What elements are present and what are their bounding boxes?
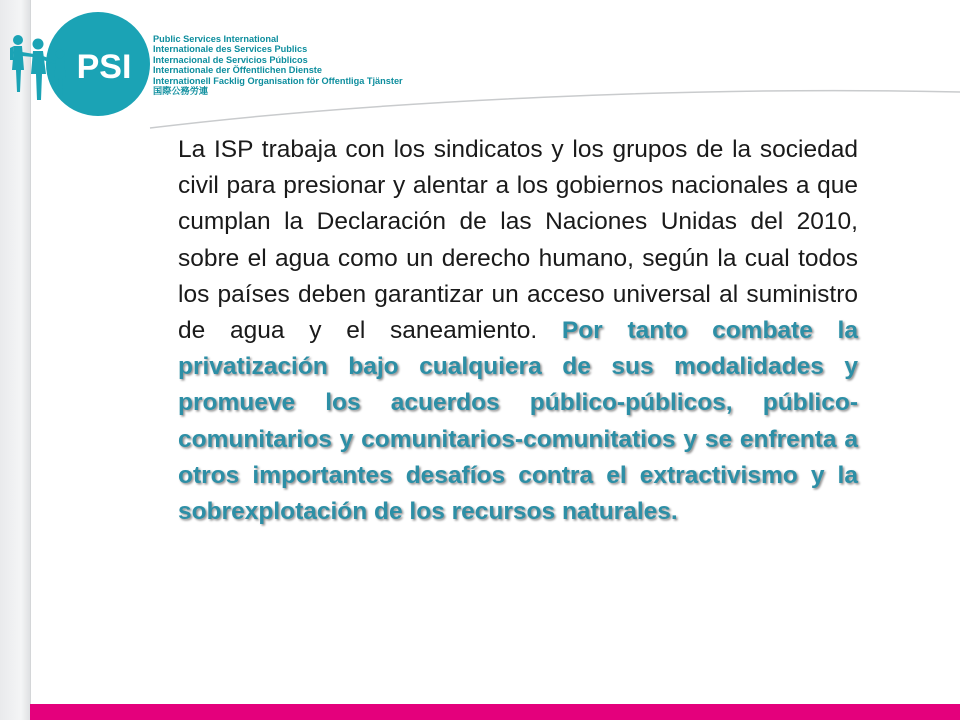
org-name-de: Internationale der Öffentlichen Dienste bbox=[153, 65, 322, 76]
org-name-sv: Internationell Facklig Organisation för Offentliga Tjänster bbox=[153, 75, 403, 86]
logo-wordmark: PSI bbox=[76, 48, 132, 86]
org-name-fr: Internationale des Services Publics bbox=[153, 44, 308, 55]
bottom-accent-bar bbox=[30, 704, 960, 720]
body-highlighted-text: Por tanto combate la privatización bajo cualquiera de sus modalidades y promueve los acuerdos público-públicos, público-comunitarios y comunitarios-comunitatios y se enfrenta a otros importantes desafíos contra el extractivismo y la sobrexplotación de los recursos naturales. bbox=[178, 317, 858, 526]
body-normal-text: La ISP trabaja con los sindicatos y los grupos de la sociedad civil para presionar y alentar a los gobiernos nacionales a que cumplan la Declaración de las Naciones Unidas del 2010, sobre el agua como un derecho humano, según la cual todos los países deben garantizar un acceso universal al suministro de agua y el saneamiento. bbox=[178, 136, 858, 345]
psi-logo bbox=[8, 4, 168, 122]
organization-names bbox=[153, 34, 483, 96]
body-paragraph bbox=[178, 132, 858, 530]
org-name-en: Public Services International bbox=[153, 34, 279, 44]
org-name-es: Internacional de Servicios Públicos bbox=[153, 54, 308, 65]
org-name-ja: 国際公務労連 bbox=[153, 86, 209, 97]
